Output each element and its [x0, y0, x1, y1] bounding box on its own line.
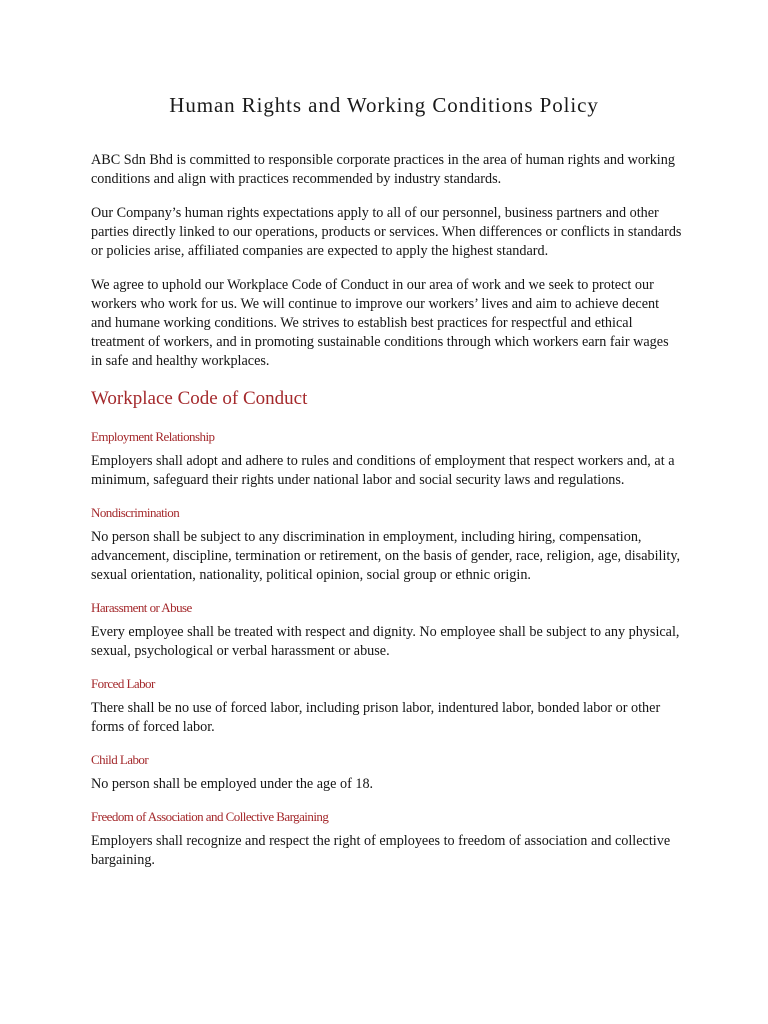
subsection-body-forced-labor: There shall be no use of forced labor, including prison labor, indentured labor, bonded labor or other forms of forced labor. — [91, 700, 661, 735]
subsection-body-harassment-or-abuse: Every employee shall be treated with respect and dignity. No employee shall be subject to any physical, sexual, psychological or verbal harassment or abuse. — [91, 624, 680, 659]
subsection-body-nondiscrimination: No person shall be subject to any discrimination in employment, including hiring, compensation, advancement, discipline, termination or retirement, on the basis of gender, race, religion, age, disability, sexual orientation, nationality, political opinion, social group or ethnic origin. — [91, 529, 681, 583]
intro-paragraph-3: We agree to uphold our Workplace Code of Conduct in our area of work and we seek to protect our workers who work for us. We will continue to improve our workers’ lives and aim to achieve decent and humane working conditions. We strives to establish best practices for respectful and ethical treatment of workers, and in promoting sustainable conditions through which workers earn fair wages in safe and healthy workplaces. — [91, 277, 669, 369]
subsection-body-employment-relationship: Employers shall adopt and adhere to rules and conditions of employment that respect workers and, at a minimum, safeguard their rights under national labor and social security laws and regulations. — [91, 453, 675, 488]
document-body — [91, 151, 683, 884]
intro-paragraph-2: Our Company’s human rights expectations apply to all of our personnel, business partners and other parties directly linked to our operations, products or services. When differences or conflicts in standards or policies arise, affiliated companies are expected to apply the highest standard. — [91, 205, 682, 259]
intro-paragraph-1: ABC Sdn Bhd is committed to responsible corporate practices in the area of human rights and working conditions and align with practices recommended by industry standards. — [91, 152, 675, 187]
subsection-heading-child-labor: Child Labor — [91, 752, 149, 767]
subsection-heading-forced-labor: Forced Labor — [91, 676, 155, 691]
subsection-heading-employment-relationship: Employment Relationship — [91, 429, 215, 444]
subsection-body-freedom-of-association: Employers shall recognize and respect the right of employees to freedom of association and collective bargaining. — [91, 833, 671, 868]
subsection-body-child-labor: No person shall be employed under the age of 18. — [91, 776, 374, 792]
subsection-heading-freedom-of-association: Freedom of Association and Collective Bargaining — [91, 809, 329, 824]
subsection-heading-nondiscrimination: Nondiscrimination — [91, 505, 180, 520]
page-title: Human Rights and Working Conditions Policy — [169, 93, 599, 117]
subsection-heading-harassment-or-abuse: Harassment or Abuse — [91, 600, 192, 615]
section-heading: Workplace Code of Conduct — [91, 388, 308, 409]
